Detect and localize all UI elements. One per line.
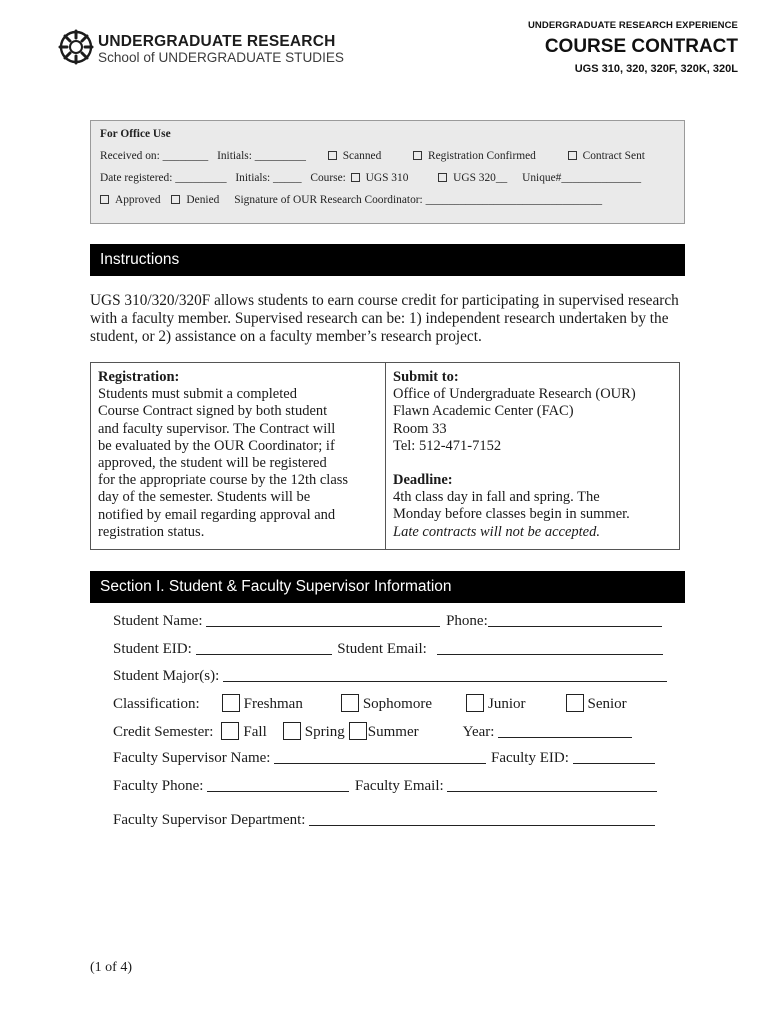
checkbox-icon: [222, 694, 240, 712]
student-major-row: [113, 668, 667, 685]
faculty-name-field[interactable]: [274, 750, 486, 764]
faculty-dept-label: Faculty Supervisor Department:: [113, 812, 306, 828]
office-use-title: For Office Use: [100, 128, 171, 140]
checkbox-icon: [283, 722, 301, 740]
checkbox-icon: [171, 195, 180, 204]
submit-line: Office of Undergraduate Research (OUR): [393, 386, 636, 403]
phone-field[interactable]: [488, 613, 662, 627]
senior-checkbox[interactable]: Senior: [566, 696, 627, 712]
office-row-3: [100, 194, 675, 206]
initials-1: Initials: _________: [217, 150, 306, 162]
faculty-eid-field[interactable]: [573, 750, 655, 764]
sophomore-checkbox[interactable]: Sophomore: [341, 696, 432, 712]
registration-line: for the appropriate course by the 12th class: [98, 472, 349, 489]
office-use-box: [90, 120, 685, 224]
faculty-name-row: [113, 750, 655, 767]
registration-heading: Registration:: [98, 369, 180, 385]
checkbox-icon: [568, 151, 577, 160]
logo-subtitle: School of UNDERGRADUATE STUDIES: [98, 50, 345, 65]
submit-line: Flawn Academic Center (FAC): [393, 403, 574, 420]
checkbox-icon: [328, 151, 337, 160]
registration-line: approved, the student will be registered: [98, 455, 327, 472]
faculty-dept-field[interactable]: [309, 812, 655, 826]
checkbox-icon: [341, 694, 359, 712]
faculty-dept-row: [113, 812, 655, 829]
spring-checkbox[interactable]: Spring: [283, 724, 345, 740]
junior-checkbox[interactable]: Junior: [466, 696, 526, 712]
credit-semester-label: Credit Semester:: [113, 724, 214, 740]
ugs310-checkbox[interactable]: UGS 310: [351, 172, 415, 184]
compass-star-icon: [58, 29, 94, 65]
initials-2: Initials: _____: [235, 172, 302, 184]
student-eid-row: [113, 641, 663, 658]
checkbox-icon: [221, 722, 239, 740]
submit-line: Room 33: [393, 420, 447, 437]
deadline-heading: Deadline:: [393, 472, 453, 489]
course-label: Course:: [310, 172, 346, 184]
summer-checkbox[interactable]: Summer: [349, 724, 419, 740]
checkbox-icon: [351, 173, 360, 182]
header-program: UNDERGRADUATE RESEARCH EXPERIENCE: [527, 20, 738, 31]
checkbox-icon: [566, 694, 584, 712]
office-row-1: [100, 150, 675, 162]
faculty-email-label: Faculty Email:: [354, 778, 444, 794]
student-name-field[interactable]: [206, 613, 440, 627]
student-eid-label: Student EID:: [113, 641, 192, 657]
year-field[interactable]: [498, 724, 632, 738]
registration-table: [90, 362, 680, 550]
denied-checkbox[interactable]: Denied: [171, 194, 225, 206]
fall-checkbox[interactable]: Fall: [221, 724, 266, 740]
date-registered: Date registered: _________: [100, 172, 227, 184]
scanned-checkbox[interactable]: Scanned: [328, 150, 388, 162]
checkbox-icon: [100, 195, 109, 204]
registration-line: be evaluated by the OUR Coordinator; if: [98, 437, 335, 454]
faculty-email-field[interactable]: [447, 778, 657, 792]
received-on: Received on: ________: [100, 150, 209, 162]
faculty-eid-label: Faculty EID:: [490, 750, 569, 766]
deadline-line: 4th class day in fall and spring. The: [393, 489, 600, 506]
registration-line: notified by email regarding approval and: [98, 506, 336, 523]
logo: [58, 28, 378, 68]
instructions-paragraph: UGS 310/320/320F allows students to earn course credit for participating in supervised research with a faculty member. Supervised research can be: 1) independent research undertaken by the student, or 2) assistance on a faculty member’s research project.: [90, 292, 679, 345]
course-codes: UGS 310, 320, 320F, 320K, 320L: [574, 63, 738, 75]
document-title: COURSE CONTRACT: [544, 36, 738, 57]
student-name-label: Student Name:: [113, 613, 203, 629]
checkbox-icon: [349, 722, 367, 740]
submit-line: Tel: 512-471-7152: [393, 437, 502, 454]
student-major-field[interactable]: [223, 668, 667, 682]
checkbox-icon: [438, 173, 447, 182]
registration-line: Students must submit a completed: [98, 386, 297, 403]
submit-column: [386, 363, 679, 549]
faculty-phone-field[interactable]: [207, 778, 349, 792]
deadline-line: Monday before classes begin in summer.: [393, 506, 630, 523]
registration-line: day of the semester. Students will be: [98, 489, 311, 506]
student-major-label: Student Major(s):: [113, 668, 220, 684]
faculty-phone-row: [113, 778, 657, 795]
student-name-row: [113, 613, 662, 630]
registration-line: and faculty supervisor. The Contract will: [98, 420, 336, 437]
student-eid-field[interactable]: [196, 641, 332, 655]
phone-label: Phone:: [446, 613, 488, 629]
credit-semester-row: [113, 722, 632, 741]
ugs320-checkbox[interactable]: UGS 320__: [438, 172, 513, 184]
registration-confirmed-checkbox[interactable]: Registration Confirmed: [413, 150, 542, 162]
classification-row: [113, 694, 627, 713]
registration-line: Course Contract signed by both student: [98, 403, 328, 420]
year-label: Year:: [462, 724, 495, 740]
coordinator-signature: Signature of OUR Research Coordinator: _______________________________: [234, 194, 603, 206]
registration-line: registration status.: [98, 523, 205, 540]
unique-number: Unique#______________: [522, 172, 642, 184]
section1-heading: Section I. Student & Faculty Supervisor Information: [90, 571, 685, 603]
submit-heading: Submit to:: [393, 369, 459, 385]
student-email-field[interactable]: [437, 641, 663, 655]
classification-label: Classification:: [113, 696, 200, 712]
faculty-phone-label: Faculty Phone:: [113, 778, 204, 794]
checkbox-icon: [413, 151, 422, 160]
instructions-heading: Instructions: [90, 244, 685, 276]
office-row-2: [100, 172, 675, 184]
student-email-label: Student Email:: [337, 641, 427, 657]
page-number: (1 of 4): [90, 960, 132, 975]
contract-sent-checkbox[interactable]: Contract Sent: [568, 150, 651, 162]
document-header: [528, 20, 738, 75]
approved-checkbox[interactable]: Approved: [100, 194, 167, 206]
logo-title: UNDERGRADUATE RESEARCH: [98, 33, 336, 50]
freshman-checkbox[interactable]: Freshman: [222, 696, 303, 712]
registration-column: [91, 363, 386, 549]
checkbox-icon: [466, 694, 484, 712]
faculty-name-label: Faculty Supervisor Name:: [113, 750, 271, 766]
late-contract-note: Late contracts will not be accepted.: [393, 523, 600, 540]
